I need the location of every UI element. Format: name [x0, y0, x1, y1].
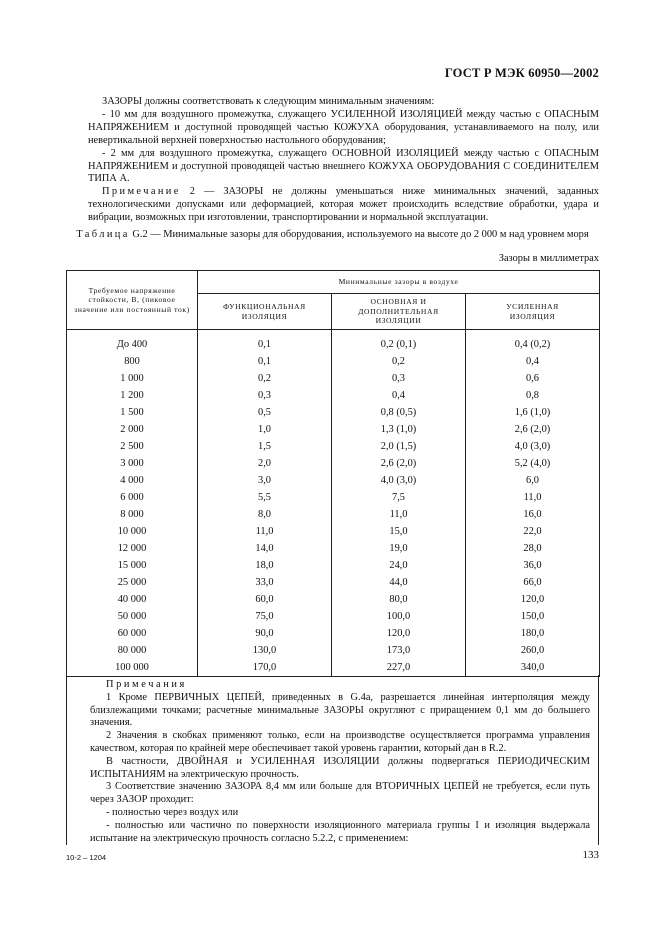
- voltage-cell: 60 000: [67, 625, 198, 642]
- table-units: Зазоры в миллиметрах: [498, 253, 599, 264]
- reinforced-cell: 5,2 (4,0): [466, 455, 600, 472]
- table-caption-label: Таблица: [76, 229, 130, 240]
- note-3a: - полностью через воздух или: [106, 806, 239, 818]
- note-3b: - полностью или частично по поверхности изоляционного материала группы I и изоляция выдержала испытание на электрическую прочность согласно 5.2.2, с применением:: [90, 819, 590, 844]
- voltage-cell: 100 000: [67, 659, 198, 677]
- note-2a: 2 Значения в скобках применяют только, если на производстве осуществляется программа управления качеством, которая по крайней мере обеспечивает такой уровень гарантии, который дан в R.2.: [90, 730, 590, 754]
- table-row: [67, 455, 600, 472]
- voltage-column-header: Требуемое напряжение стойкости, В, (пиковое значение или постоянный ток): [67, 271, 198, 330]
- voltage-cell: 80 000: [67, 642, 198, 659]
- note-1: 1 Кроме ПЕРВИЧНЫХ ЦЕПЕЙ, приведенных в G.4a, разрешается линейная интерполяция между близлежащими точками; расчетные минимальные ЗАЗОРЫ округляют с приращением 0,1 мм до большего значения.: [90, 691, 590, 729]
- table-row: [67, 370, 600, 387]
- functional-cell: 8,0: [198, 506, 332, 523]
- functional-cell: 1,0: [198, 421, 332, 438]
- table-row: [67, 540, 600, 557]
- intro-note: [88, 186, 599, 225]
- voltage-cell: 6 000: [67, 489, 198, 506]
- voltage-cell: 40 000: [67, 591, 198, 608]
- functional-cell: 0,2: [198, 370, 332, 387]
- basic-cell: 11,0: [332, 506, 466, 523]
- voltage-cell: 8 000: [67, 506, 198, 523]
- table-row: [67, 421, 600, 438]
- basic-cell: 0,2 (0,1): [332, 330, 466, 354]
- reinforced-cell: 340,0: [466, 659, 600, 677]
- basic-cell: 120,0: [332, 625, 466, 642]
- voltage-cell: 15 000: [67, 557, 198, 574]
- table-row: [67, 506, 600, 523]
- basic-cell: 173,0: [332, 642, 466, 659]
- intro-section: [88, 96, 599, 225]
- table-row: [67, 608, 600, 625]
- reinforced-cell: 0,6: [466, 370, 600, 387]
- basic-cell: 19,0: [332, 540, 466, 557]
- voltage-cell: 12 000: [67, 540, 198, 557]
- basic-cell: 227,0: [332, 659, 466, 677]
- basic-cell: 15,0: [332, 523, 466, 540]
- voltage-cell: 50 000: [67, 608, 198, 625]
- basic-cell: 1,3 (1,0): [332, 421, 466, 438]
- voltage-cell: 4 000: [67, 472, 198, 489]
- table-row: [67, 353, 600, 370]
- voltage-cell: 3 000: [67, 455, 198, 472]
- functional-column-header: ФУНКЦИОНАЛЬНАЯ ИЗОЛЯЦИЯ: [198, 294, 332, 330]
- reinforced-column-header: УСИЛЕННАЯ ИЗОЛЯЦИЯ: [466, 294, 600, 330]
- page-number: 133: [582, 849, 599, 861]
- clearance-table: [66, 270, 600, 677]
- basic-cell: 100,0: [332, 608, 466, 625]
- functional-cell: 11,0: [198, 523, 332, 540]
- reinforced-cell: 4,0 (3,0): [466, 438, 600, 455]
- reinforced-cell: 120,0: [466, 591, 600, 608]
- note-2b: В частности, ДВОЙНАЯ и УСИЛЕННАЯ ИЗОЛЯЦИИ должны подвергаться ПЕРИОДИЧЕСКИМ ИСПЫТАНИЯМ на электрическую прочность.: [90, 755, 590, 780]
- reinforced-cell: 0,8: [466, 387, 600, 404]
- basic-cell: 80,0: [332, 591, 466, 608]
- functional-cell: 0,3: [198, 387, 332, 404]
- basic-cell: 2,0 (1,5): [332, 438, 466, 455]
- table-row: [67, 404, 600, 421]
- functional-cell: 90,0: [198, 625, 332, 642]
- voltage-cell: 800: [67, 353, 198, 370]
- voltage-cell: 2 000: [67, 421, 198, 438]
- table-row: [67, 574, 600, 591]
- basic-cell: 24,0: [332, 557, 466, 574]
- reinforced-cell: 0,4: [466, 353, 600, 370]
- table-row: [67, 557, 600, 574]
- functional-cell: 0,5: [198, 404, 332, 421]
- intro-note-text: 2 — ЗАЗОРЫ не должны уменьшаться ниже минимальных значений, заданных технологическими допусками или деформацией, которая может происходить вследствие обработки, удара и вибрации, возможных при изготовлении, транспортировании и нормальной эксплуатации.: [88, 186, 599, 224]
- table-row: [67, 438, 600, 455]
- intro-item-2: - 2 мм для воздушного промежутка, служащего ОСНОВНОЙ ИЗОЛЯЦИЕЙ между частью с ОПАСНЫМ НАПРЯЖЕНИЕМ и доступной проводящей частью внешнего КОЖУХА ОБОРУДОВАНИЯ С СОЕДИНИТЕЛЕМ ТИПА А.: [88, 147, 599, 185]
- basic-cell: 2,6 (2,0): [332, 455, 466, 472]
- voltage-cell: 1 000: [67, 370, 198, 387]
- reinforced-cell: 11,0: [466, 489, 600, 506]
- notes-section: [66, 675, 599, 845]
- voltage-cell: 2 500: [67, 438, 198, 455]
- functional-cell: 14,0: [198, 540, 332, 557]
- functional-cell: 18,0: [198, 557, 332, 574]
- functional-cell: 75,0: [198, 608, 332, 625]
- reinforced-cell: 2,6 (2,0): [466, 421, 600, 438]
- functional-cell: 5,5: [198, 489, 332, 506]
- basic-cell: 0,3: [332, 370, 466, 387]
- reinforced-cell: 0,4 (0,2): [466, 330, 600, 354]
- table-row: [67, 489, 600, 506]
- table-row: [67, 387, 600, 404]
- table-row: [67, 330, 600, 354]
- table-row: [67, 591, 600, 608]
- footer-code: 10-2 – 1204: [66, 853, 107, 862]
- intro-lead: ЗАЗОРЫ должны соответствовать к следующим минимальным значениям:: [102, 96, 435, 107]
- voltage-cell: 10 000: [67, 523, 198, 540]
- basic-cell: 4,0 (3,0): [332, 472, 466, 489]
- reinforced-cell: 150,0: [466, 608, 600, 625]
- functional-cell: 130,0: [198, 642, 332, 659]
- document-title: ГОСТ Р МЭК 60950—2002: [444, 66, 599, 80]
- voltage-cell: До 400: [67, 330, 198, 354]
- table-row: [67, 523, 600, 540]
- reinforced-cell: 1,6 (1,0): [466, 404, 600, 421]
- reinforced-cell: 66,0: [466, 574, 600, 591]
- note-3: 3 Соответствие значению ЗАЗОРА 8,4 мм или больше для ВТОРИЧНЫХ ЦЕПЕЙ не требуется, если путь через ЗАЗОР проходит:: [90, 781, 590, 806]
- functional-cell: 33,0: [198, 574, 332, 591]
- basic-cell: 0,8 (0,5): [332, 404, 466, 421]
- functional-cell: 0,1: [198, 330, 332, 354]
- intro-item-1: - 10 мм для воздушного промежутка, служащего УСИЛЕННОЙ ИЗОЛЯЦИЕЙ между частью с ОПАСНЫМ НАПРЯЖЕНИЕМ и доступной проводящей частью КОЖУХА оборудования, устанавливаемого на полу, или невертикальной верхней поверхностью настольного оборудования;: [88, 108, 599, 146]
- functional-cell: 60,0: [198, 591, 332, 608]
- table-body: [67, 330, 600, 677]
- basic-cell: 7,5: [332, 489, 466, 506]
- table-caption: [66, 228, 599, 241]
- basic-cell: 0,4: [332, 387, 466, 404]
- notes-title: Примечания: [106, 679, 187, 690]
- functional-cell: 3,0: [198, 472, 332, 489]
- basic-column-header: ОСНОВНАЯ И ДОПОЛНИТЕЛЬНАЯ ИЗОЛЯЦИИ: [332, 294, 466, 330]
- group-header: Минимальные зазоры в воздухе: [198, 271, 600, 294]
- table-caption-text: G.2 — Минимальные зазоры для оборудования, используемого на высоте до 2 000 м над уровнем моря: [132, 229, 589, 240]
- voltage-cell: 1 500: [67, 404, 198, 421]
- table-row: [67, 625, 600, 642]
- functional-cell: 1,5: [198, 438, 332, 455]
- functional-cell: 0,1: [198, 353, 332, 370]
- table-row: [67, 642, 600, 659]
- reinforced-cell: 16,0: [466, 506, 600, 523]
- table-row: [67, 472, 600, 489]
- basic-cell: 44,0: [332, 574, 466, 591]
- reinforced-cell: 22,0: [466, 523, 600, 540]
- functional-cell: 2,0: [198, 455, 332, 472]
- intro-note-label: Примечание: [102, 186, 181, 198]
- reinforced-cell: 180,0: [466, 625, 600, 642]
- functional-cell: 170,0: [198, 659, 332, 677]
- reinforced-cell: 36,0: [466, 557, 600, 574]
- voltage-cell: 1 200: [67, 387, 198, 404]
- table-row: [67, 659, 600, 677]
- reinforced-cell: 6,0: [466, 472, 600, 489]
- reinforced-cell: 260,0: [466, 642, 600, 659]
- reinforced-cell: 28,0: [466, 540, 600, 557]
- basic-cell: 0,2: [332, 353, 466, 370]
- voltage-cell: 25 000: [67, 574, 198, 591]
